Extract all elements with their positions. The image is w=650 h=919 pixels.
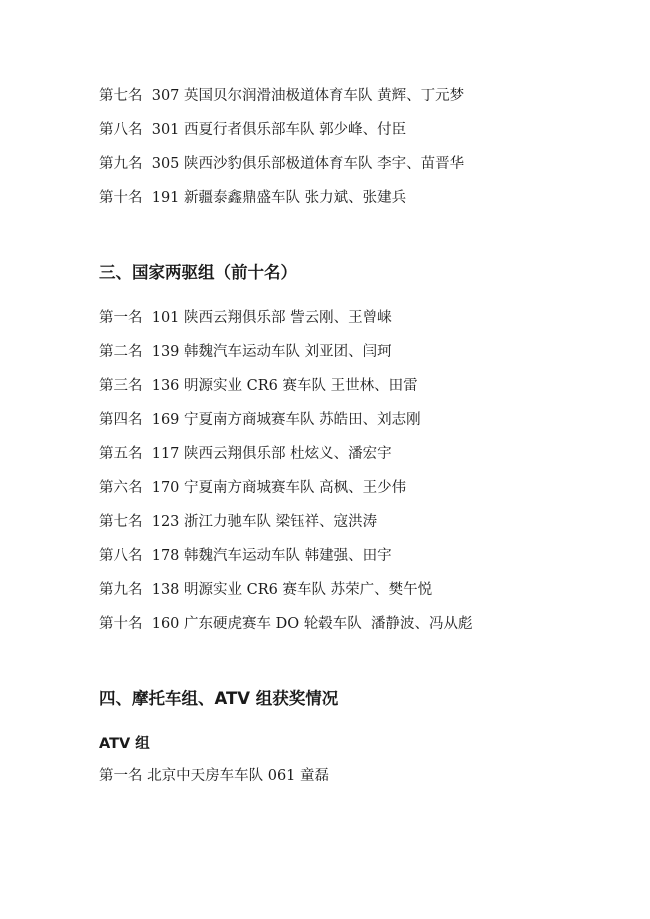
result-row: 第九名 138 明源实业 CR6 赛车队 苏荣广、樊午悦 [99, 582, 433, 598]
subheading-atv: ATV 组 [99, 736, 150, 752]
section-heading-national-2wd: 三、国家两驱组（前十名） [99, 263, 297, 282]
result-row: 第八名 178 韩魏汽车运动车队 韩建强、田宇 [99, 548, 392, 564]
result-row: 第七名 123 浙江力驰车队 梁钰祥、寇洪涛 [99, 514, 378, 530]
result-row: 第九名 305 陕西沙豹俱乐部极道体育车队 李宇、苗晋华 [99, 156, 465, 172]
result-row: 第五名 117 陕西云翔俱乐部 杜炫义、潘宏宇 [99, 446, 392, 462]
result-row: 第一名 北京中天房车车队 061 童磊 [99, 768, 330, 784]
result-row: 第十名 160 广东硬虎赛车 DO 轮毂车队 潘静波、冯从彪 [99, 616, 473, 632]
section-heading-motorcycle-atv: 四、摩托车组、ATV 组获奖情况 [99, 689, 339, 708]
result-row: 第一名 101 陕西云翔俱乐部 訾云刚、王曾崃 [99, 310, 392, 326]
result-row: 第四名 169 宁夏南方商城赛车队 苏皓田、刘志刚 [99, 412, 421, 428]
result-row: 第三名 136 明源实业 CR6 赛车队 王世林、田雷 [99, 378, 418, 394]
result-row: 第七名 307 英国贝尔润滑油极道体育车队 黄辉、丁元梦 [99, 88, 465, 104]
result-row: 第二名 139 韩魏汽车运动车队 刘亚团、闫珂 [99, 344, 392, 360]
result-row: 第八名 301 西夏行者俱乐部车队 郭少峰、付臣 [99, 122, 407, 138]
result-row: 第十名 191 新疆泰鑫鼎盛车队 张力斌、张建兵 [99, 190, 407, 206]
result-row: 第六名 170 宁夏南方商城赛车队 高枫、王少伟 [99, 480, 407, 496]
